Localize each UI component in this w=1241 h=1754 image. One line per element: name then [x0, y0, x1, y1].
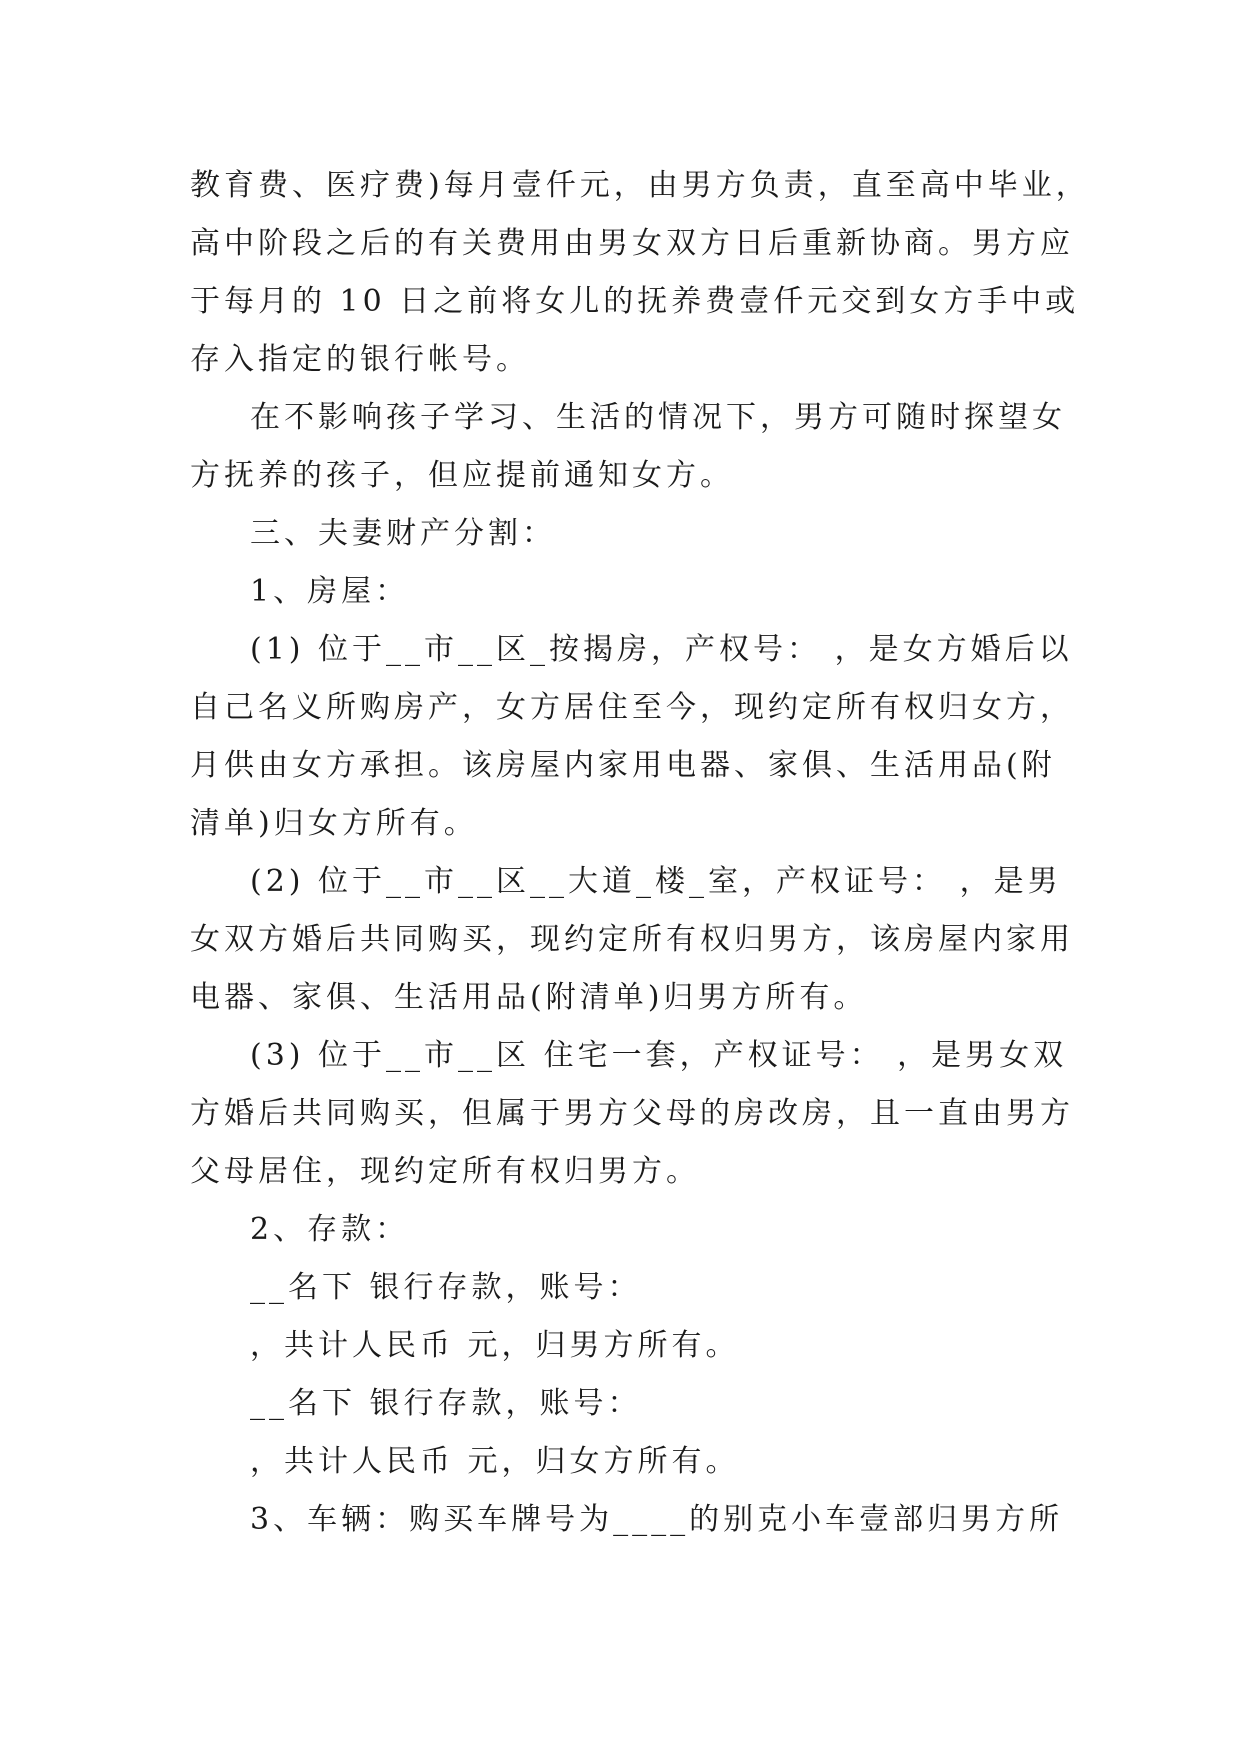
text-line: 高中阶段之后的有关费用由男女双方日后重新协商。男方应 — [190, 226, 1074, 261]
text-line: __名下 银行存款，账号： — [250, 1270, 642, 1305]
text-line: 女双方婚后共同购买，现约定所有权归男方，该房屋内家用 — [190, 922, 1074, 957]
text-line: __名下 银行存款，账号： — [250, 1386, 642, 1421]
text-line: 教育费、医疗费)每月壹仟元，由男方负责，直至高中毕业， — [190, 168, 1090, 203]
text-line: (1) 位于__市__区_按揭房，产权号： ，是女方婚后以 — [250, 632, 1073, 667]
document-body — [190, 157, 1090, 1549]
text-line: 方婚后共同购买，但属于男方父母的房改房，且一直由男方 — [190, 1096, 1074, 1131]
text-line: 电器、家俱、生活用品(附清单)归男方所有。 — [190, 980, 868, 1015]
text-line: 月供由女方承担。该房屋内家用电器、家俱、生活用品(附 — [190, 748, 1056, 783]
text-line: 父母居住，现约定所有权归男方。 — [190, 1154, 700, 1189]
text-line: 自己名义所购房产，女方居住至今，现约定所有权归女方， — [190, 690, 1074, 725]
subsection-heading: 2、存款： — [250, 1212, 410, 1247]
section-heading: 三、夫妻财产分割： — [250, 516, 556, 551]
subsection-heading: 1、房屋： — [250, 574, 410, 609]
text-line: ，共计人民币 元，归男方所有。 — [250, 1328, 740, 1363]
text-line: 存入指定的银行帐号。 — [190, 342, 530, 377]
text-line: (2) 位于__市__区__大道_楼_室，产权证号： ，是男 — [250, 864, 1062, 899]
text-line: ，共计人民币 元，归女方所有。 — [250, 1444, 740, 1479]
text-line: 3、车辆：购买车牌号为____的别克小车壹部归男方所 — [250, 1502, 1064, 1537]
text-line: 方抚养的孩子，但应提前通知女方。 — [190, 458, 734, 493]
text-line: (3) 位于__市__区 住宅一套，产权证号： ，是男女双 — [250, 1038, 1068, 1073]
text-line: 在不影响孩子学习、生活的情况下，男方可随时探望女 — [250, 400, 1066, 435]
text-line: 于每月的 10 日之前将女儿的抚养费壹仟元交到女方手中或 — [190, 284, 1080, 319]
text-line: 清单)归女方所有。 — [190, 806, 478, 841]
